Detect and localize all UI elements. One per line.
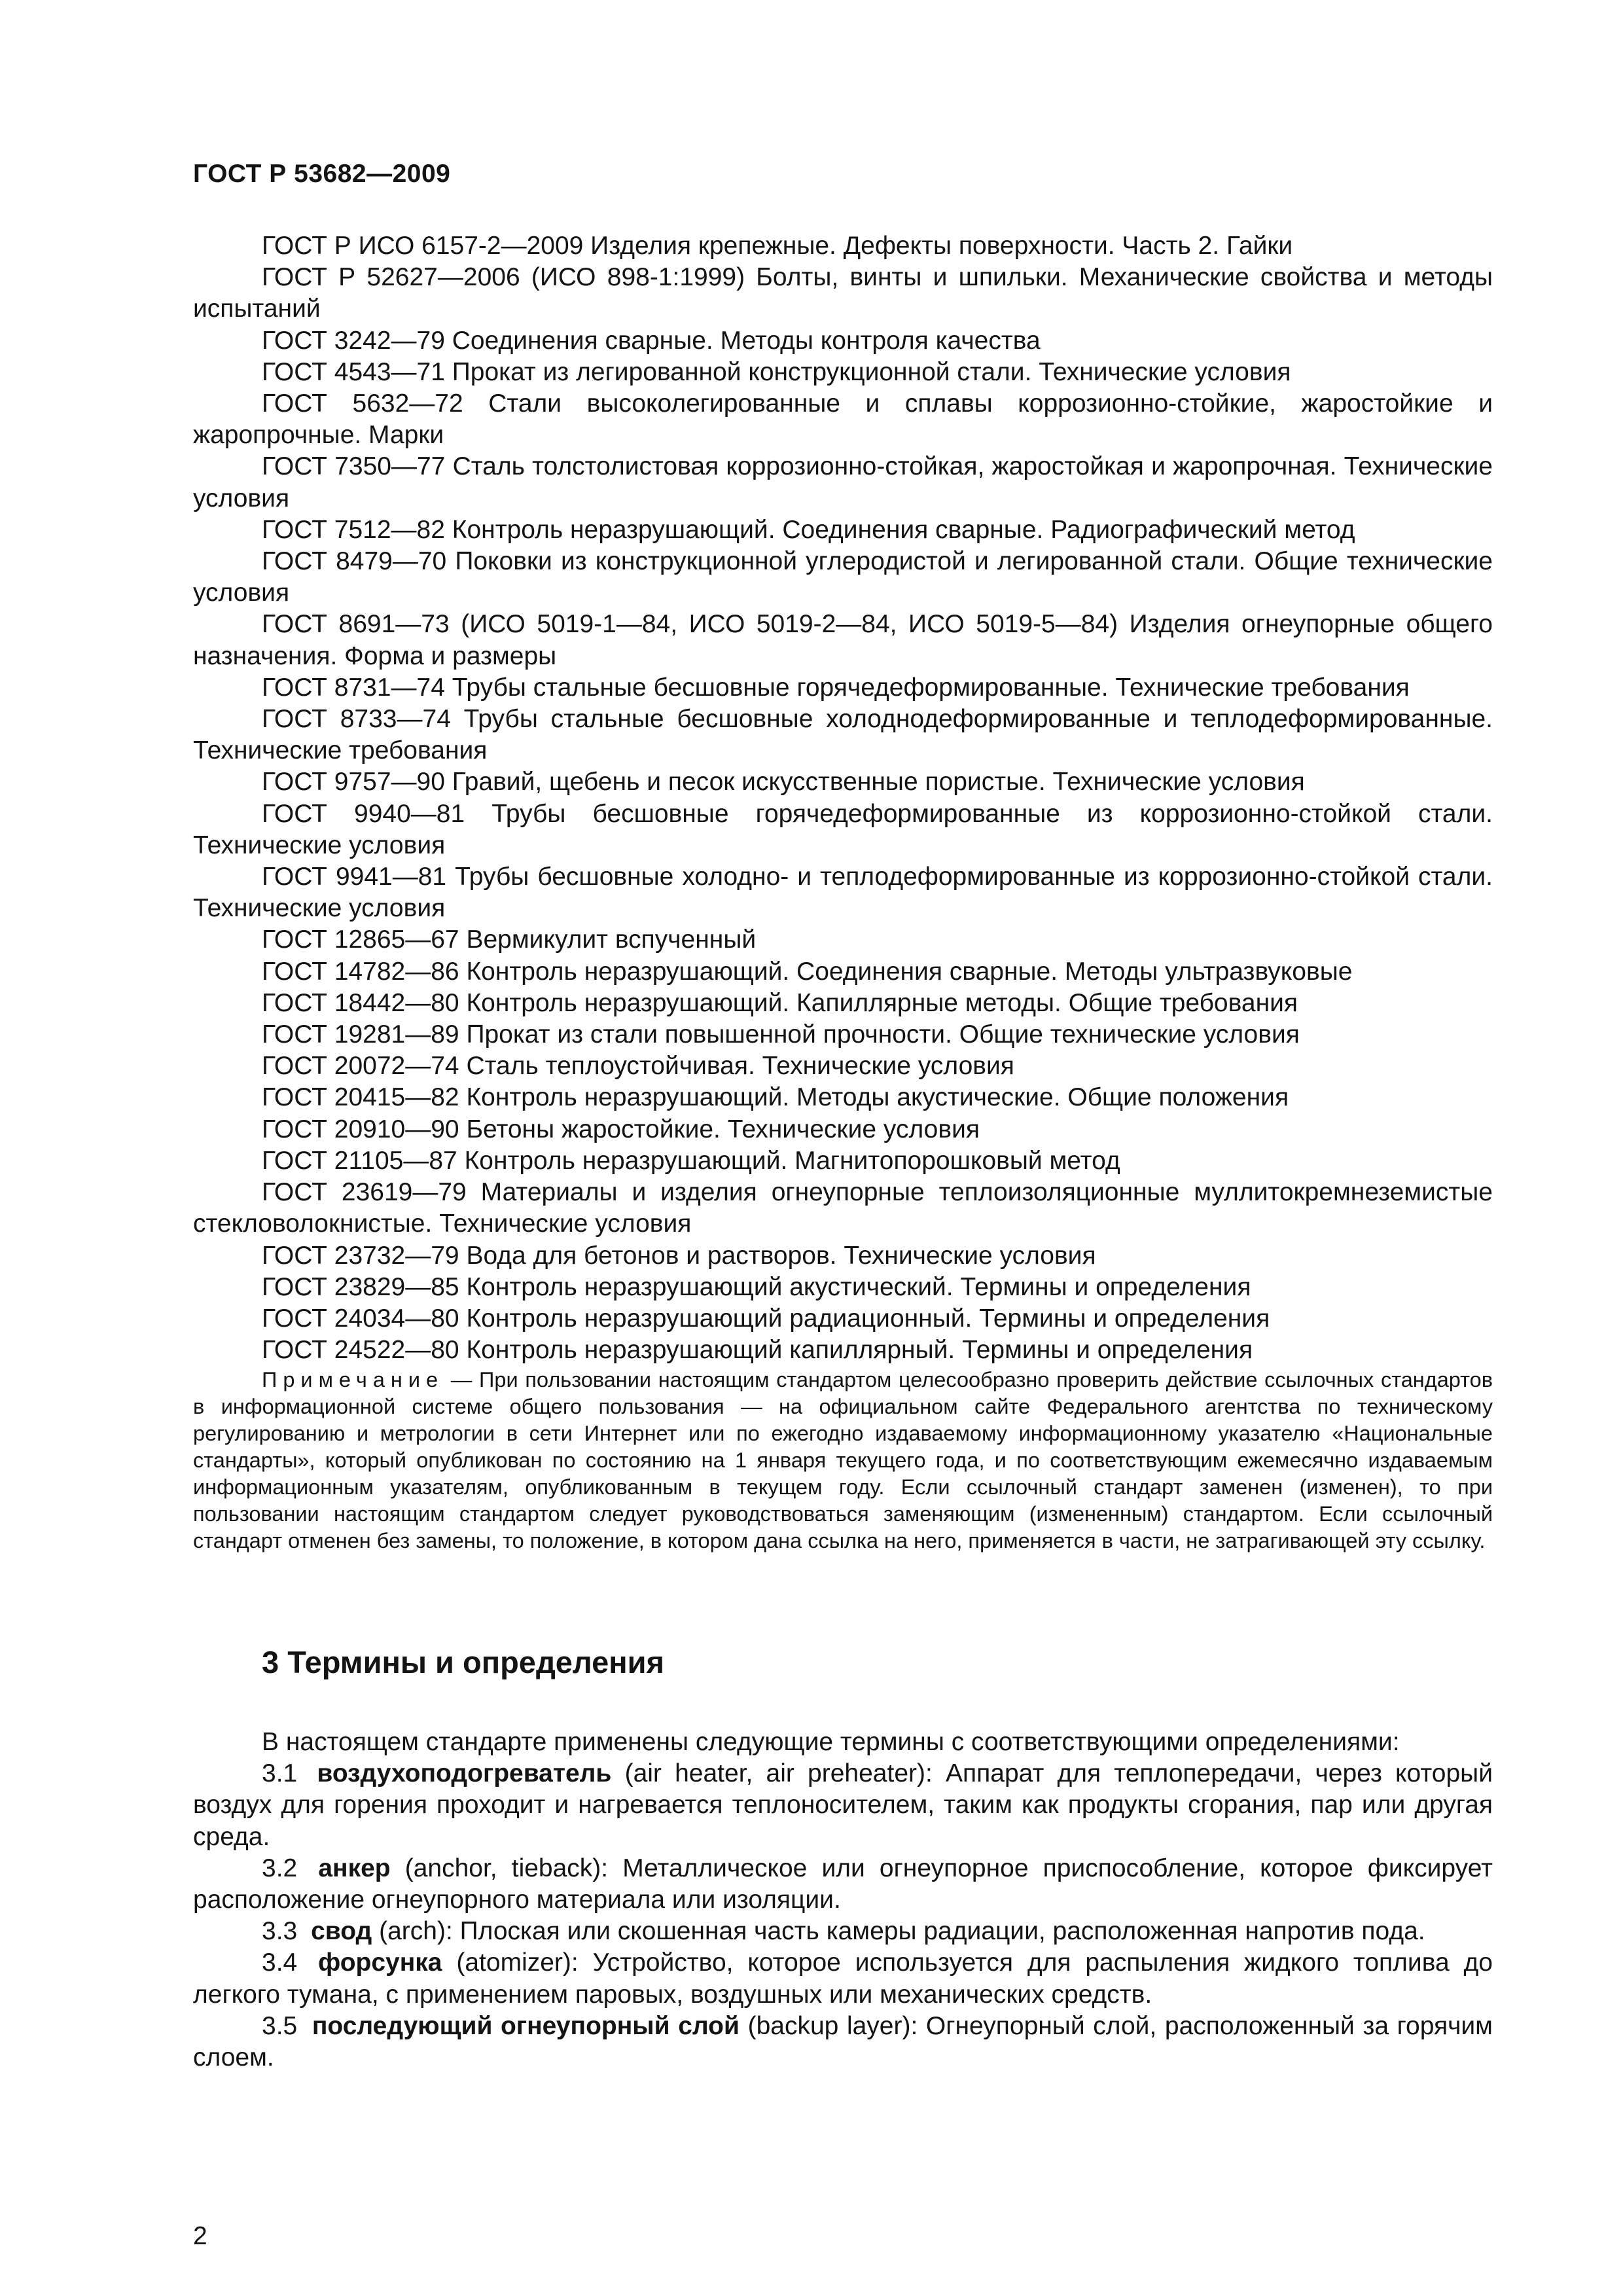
reference-item: ГОСТ 18442—80 Контроль неразрушающий. Капиллярные методы. Общие требования [262, 988, 1298, 1017]
term-definition: (backup layer): Огнеупорный слой, расположенный за горячим слоем. [193, 2011, 1493, 2072]
page-number: 2 [193, 2222, 207, 2250]
term-item [193, 1758, 1493, 1853]
term-number: 3.3 [262, 1917, 298, 1946]
term-name: свод [311, 1917, 372, 1946]
term-definition: (air heater, air preheater): Аппарат для теплопередачи, через который воздух для горения проходит и нагревается теплоносителем, таким как продукты сгорания, пар или другая среда. [193, 1759, 1493, 1851]
reference-item: ГОСТ Р 52627—2006 (ИСО 898-1:1999) Болты, винты и шпильки. Механические свойства и методы испытаний [193, 263, 1493, 323]
reference-item: ГОСТ 23619—79 Материалы и изделия огнеупорные теплоизоляционные муллитокремнеземистые стекловолокнистые. Технические условия [193, 1178, 1493, 1238]
term-item [193, 1853, 1493, 1916]
reference-item: ГОСТ 3242—79 Соединения сварные. Методы контроля качества [262, 326, 1041, 355]
reference-item: ГОСТ 20072—74 Сталь теплоустойчивая. Технические условия [262, 1052, 1014, 1081]
normative-references-list [193, 230, 1493, 1366]
reference-item: ГОСТ 8479—70 Поковки из конструкционной углеродистой и легированной стали. Общие технические условия [193, 547, 1493, 607]
note-paragraph [193, 1367, 1493, 1554]
reference-item: ГОСТ 19281—89 Прокат из стали повышенной прочности. Общие технические условия [262, 1020, 1300, 1049]
section-title: 3 Термины и определения [262, 1645, 664, 1679]
term-item [193, 1947, 1493, 2010]
reference-item: ГОСТ 7350—77 Сталь толстолистовая коррозионно-стойкая, жаростойкая и жаропрочная. Технические условия [193, 452, 1493, 512]
term-item [193, 1916, 1493, 1947]
term-definition: (anchor, tieback): Металлическое или огнеупорное приспособление, которое фиксирует расположение огнеупорного материала или изоляции. [193, 1854, 1493, 1914]
reference-item: ГОСТ Р ИСО 6157-2—2009 Изделия крепежные. Дефекты поверхности. Часть 2. Гайки [262, 232, 1293, 260]
term-name: анкер [318, 1854, 391, 1882]
term-definition: (atomizer): Устройство, которое используется для распыления жидкого топлива до легкого тумана, с применением паровых, воздушных или механических средств. [193, 1948, 1493, 2009]
reference-item: ГОСТ 9941—81 Трубы бесшовные холодно- и теплодеформированные из коррозионно-стойкой стали. Технические условия [193, 863, 1493, 923]
reference-item: ГОСТ 5632—72 Стали высоколегированные и сплавы коррозионно-стойкие, жаростойкие и жаропрочные. Марки [193, 389, 1493, 450]
reference-item: ГОСТ 9757—90 Гравий, щебень и песок искусственные пористые. Технические условия [262, 768, 1305, 797]
term-name: последующий огнеупорный слой [312, 2011, 740, 2040]
document-header: ГОСТ Р 53682—2009 [193, 160, 451, 188]
note-text: — При пользовании настоящим стандартом целесообразно проверить действие ссылочных стандартов в информационной системе общего пользования — на официальном сайте Федерального агентства по техническому регулированию и метрологии в сети Интернет или по ежегодно издаваемому информационному указателю «Национальные стандарты», который опубликован по состоянию на 1 января текущего года, и по соответствующим ежемесячно издаваемым информационным указателям, опубликованным в текущем году. Если ссылочный стандарт заменен (изменен), то при пользовании настоящим стандартом следует руководствоваться заменяющим (измененным) стандартом. Если ссылочный стандарт отменен без замены, то положение, в котором дана ссылка на него, применяется в части, не затрагивающей эту ссылку. [193, 1368, 1493, 1552]
reference-item: ГОСТ 21105—87 Контроль неразрушающий. Магнитопорошковый метод [262, 1146, 1120, 1175]
term-number: 3.5 [262, 2011, 298, 2040]
term-item [193, 2011, 1493, 2073]
terms-intro: В настоящем стандарте применены следующие термины с соответствующими определениями: [262, 1728, 1400, 1756]
terms-list [193, 1727, 1493, 2073]
term-name: воздухоподогреватель [317, 1759, 612, 1788]
reference-item: ГОСТ 4543—71 Прокат из легированной конструкционной стали. Технические условия [262, 357, 1291, 386]
reference-item: ГОСТ 23732—79 Вода для бетонов и растворов. Технические условия [262, 1241, 1096, 1270]
reference-item: ГОСТ 8733—74 Трубы стальные бесшовные холоднодеформированные и теплодеформированные. Технические требования [193, 705, 1493, 765]
reference-item: ГОСТ 9940—81 Трубы бесшовные горячедеформированные из коррозионно-стойкой стали. Технические условия [193, 799, 1493, 859]
term-name: форсунка [318, 1948, 442, 1977]
reference-item: ГОСТ 12865—67 Вермикулит вспученный [262, 925, 757, 954]
term-number: 3.2 [262, 1854, 298, 1882]
term-definition: (arch): Плоская или скошенная часть камеры радиации, расположенная напротив пода. [379, 1917, 1425, 1946]
term-number: 3.4 [262, 1948, 298, 1977]
note-label: Примечание [262, 1368, 444, 1391]
reference-item: ГОСТ 14782—86 Контроль неразрушающий. Соединения сварные. Методы ультразвуковые [262, 957, 1353, 986]
reference-item: ГОСТ 24522—80 Контроль неразрушающий капиллярный. Термины и определения [262, 1336, 1253, 1365]
reference-item: ГОСТ 23829—85 Контроль неразрушающий акустический. Термины и определения [262, 1272, 1251, 1301]
term-number: 3.1 [262, 1759, 298, 1788]
reference-item: ГОСТ 8691—73 (ИСО 5019-1—84, ИСО 5019-2—84, ИСО 5019-5—84) Изделия огнеупорные общего назначения. Форма и размеры [193, 610, 1493, 670]
reference-item: ГОСТ 20415—82 Контроль неразрушающий. Методы акустические. Общие положения [262, 1083, 1289, 1112]
reference-item: ГОСТ 24034—80 Контроль неразрушающий радиационный. Термины и определения [262, 1304, 1270, 1333]
reference-item: ГОСТ 8731—74 Трубы стальные бесшовные горячедеформированные. Технические требования [262, 673, 1410, 702]
reference-item: ГОСТ 20910—90 Бетоны жаростойкие. Технические условия [262, 1115, 980, 1143]
reference-item: ГОСТ 7512—82 Контроль неразрушающий. Соединения сварные. Радиографический метод [262, 515, 1355, 544]
